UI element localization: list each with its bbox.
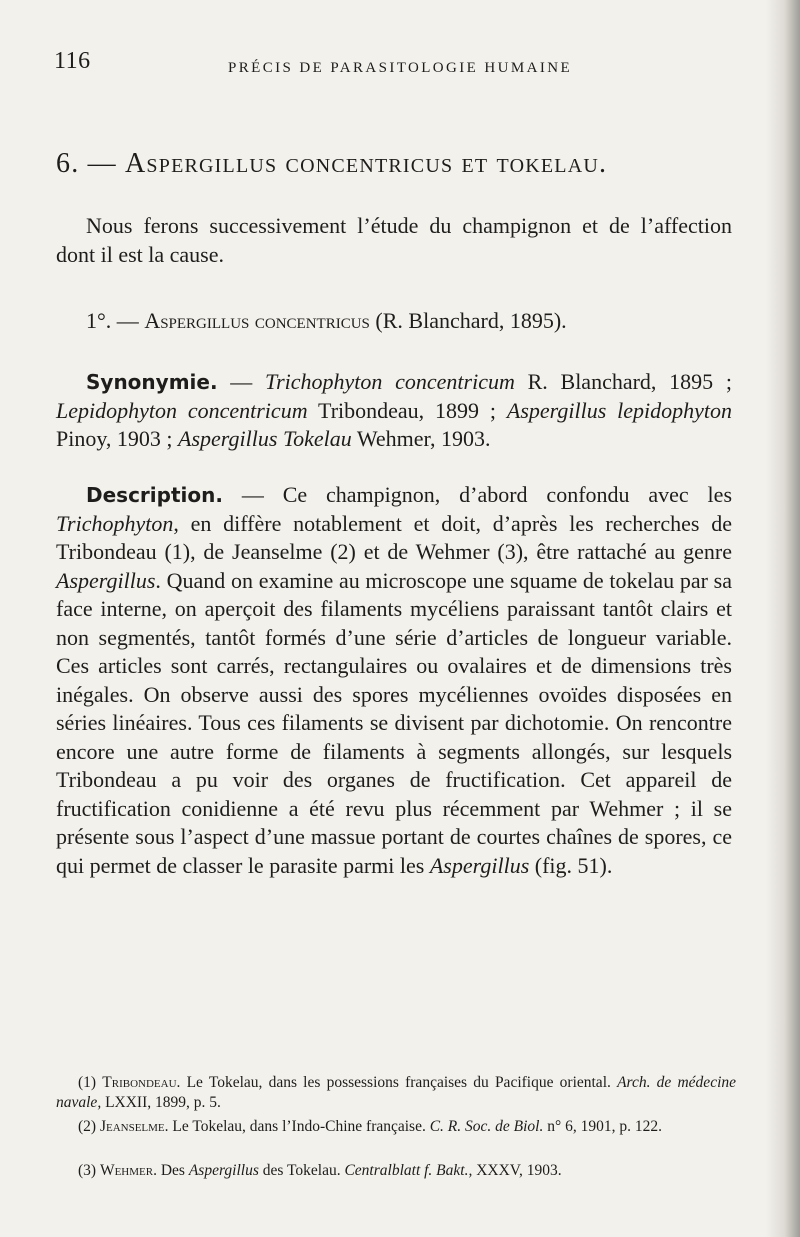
- description-paragraph: Description. — Ce champignon, d’abord confondu avec les Trichophyton, en diffère notablement et doit, d’après les recherches de Tribondeau (1), de Jeanselme (2) et de Wehmer (3), être rattaché au genre Aspergillus. Quand on examine au microscope une squame de tokelau par sa face interne, on aperçoit des filaments mycéliens paraissant tantôt clairs et non segmentés, tantôt formés d’une série d’articles de longueur variable. Ces articles sont carrés, rectangulaires ou ovalaires et de dimensions très inégales. On observe aussi des spores mycéliennes ovoïdes disposées en séries linéaires. Tous ces filaments se divisent par dichotomie. On rencontre encore une autre forme de filaments à segments allongés, sur lesquels Tribondeau a pu voir des organes de fructification. Cet appareil de fructification conidienne a été revu plus récemment par Wehmer ; il se présente sous l’aspect d’une massue portant de courtes chaînes de spores, ce qui permet de classer le parasite parmi les Aspergillus (fig. 51).: [56, 482, 732, 878]
- description-italic: Aspergillus: [429, 852, 530, 878]
- footnote-number: (2): [78, 1118, 97, 1135]
- synonym-authority: Tribondeau, 1899 ;: [318, 397, 497, 423]
- description-text: , en diffère notablement et doit, d’après les recherches de Tribondeau (1), de Jeanselme (2) et de Wehmer (3), être rattaché au genre: [56, 510, 732, 564]
- footnote: [56, 1073, 736, 1112]
- synonym-name: Aspergillus lepidophyton: [506, 397, 733, 423]
- subsection-species: Aspergillus concentricus: [144, 308, 370, 333]
- section-title-rest: concentricus et tokelau.: [285, 148, 608, 179]
- synonym-name: Aspergillus Tokelau: [178, 426, 352, 451]
- footnote-author: Jeanselme.: [99, 1118, 169, 1135]
- footnote: [56, 1117, 736, 1137]
- synonym-name: Trichophyton concentricum: [265, 369, 515, 394]
- running-head: PRÉCIS DE PARASITOLOGIE HUMAINE: [228, 60, 573, 76]
- footnote-number: (3): [78, 1162, 97, 1179]
- synonym-name: Lepidophyton concentricum: [56, 397, 308, 423]
- synonym-authority: R. Blanchard, 1895 ;: [527, 369, 733, 394]
- synonym-authority: Pinoy, 1903 ;: [56, 426, 173, 451]
- description-italic: Aspergillus: [56, 567, 156, 593]
- intro-paragraph: Nous ferons successivement l’étude du champignon et de l’affection dont il est la cause.: [56, 213, 732, 267]
- footnote-journal: Centralblatt f. Bakt.,: [344, 1162, 473, 1179]
- footnote-text: des Tokelau.: [262, 1162, 341, 1179]
- footnote-ref: n° 6, 1901, p. 122.: [547, 1118, 662, 1135]
- footnote-ref: LXXII, 1899, p. 5.: [105, 1093, 221, 1111]
- description-text: Ce champignon, d’abord confondu avec les: [282, 482, 732, 507]
- footnote-text: Le Tokelau, dans les possessions françaises du Pacifique oriental.: [186, 1074, 611, 1091]
- footnote-journal: C. R. Soc. de Biol.: [429, 1118, 544, 1135]
- synonymy-paragraph: Synonymie. — Trichophyton concentricum R. Blanchard, 1895 ; Lepidophyton concentricum Tribondeau, 1899 ; Aspergillus lepidophyton Pinoy, 1903 ; Aspergillus Tokelau Wehmer, 1903.: [56, 369, 733, 451]
- section-title-genus: Aspergillus: [125, 148, 278, 179]
- page-edge-shadow: [766, 0, 800, 1237]
- footnote: [56, 1161, 736, 1181]
- page-number: 116: [54, 48, 91, 74]
- synonymy-lead: Synonymie.: [86, 370, 218, 394]
- section-title: [56, 148, 607, 180]
- footnote-ref: XXXV, 1903.: [476, 1162, 562, 1179]
- footnote-number: (1): [78, 1074, 97, 1091]
- subsection-heading: [56, 307, 732, 336]
- synonym-authority: Wehmer, 1903.: [356, 426, 491, 451]
- footnote-italic: Aspergillus: [188, 1162, 259, 1179]
- footnote-text: Des: [160, 1162, 185, 1179]
- subsection-authority: (R. Blanchard, 1895).: [375, 308, 567, 333]
- description-text: . Quand on examine au microscope une squame de tokelau par sa face interne, on aperçoit des filaments mycéliens paraissant tantôt clairs et non segmentés, tantôt formés d’une série d’articles de longueur variable. Ces articles sont carrés, rectangulaires ou ovalaires et de dimensions très inégales. On observe aussi des spores mycéliennes ovoïdes disposées en séries linéaires. Tous ces filaments se divisent par dichotomie. On rencontre encore une autre forme de filaments à segments allongés, sur lesquels Tribondeau a pu voir des organes de fructification. Cet appareil de fructification conidienne a été revu plus récemment par Wehmer ; il se présente sous l’aspect d’une massue portant de courtes chaînes de spores, ce qui permet de classer le parasite parmi les: [56, 567, 732, 878]
- footnote-text: Le Tokelau, dans l’Indo-Chine française.: [172, 1118, 426, 1135]
- footnote-author: Tribondeau.: [102, 1074, 181, 1091]
- description-italic: Trichophyton: [56, 510, 174, 536]
- footnote-journal: Arch. de médecine navale,: [56, 1074, 737, 1111]
- subsection-number: 1°. —: [86, 308, 139, 333]
- description-text: (fig. 51).: [534, 852, 613, 878]
- section-number: 6. —: [56, 148, 117, 179]
- description-lead: Description.: [86, 483, 223, 507]
- footnote-author: Wehmer.: [99, 1162, 157, 1179]
